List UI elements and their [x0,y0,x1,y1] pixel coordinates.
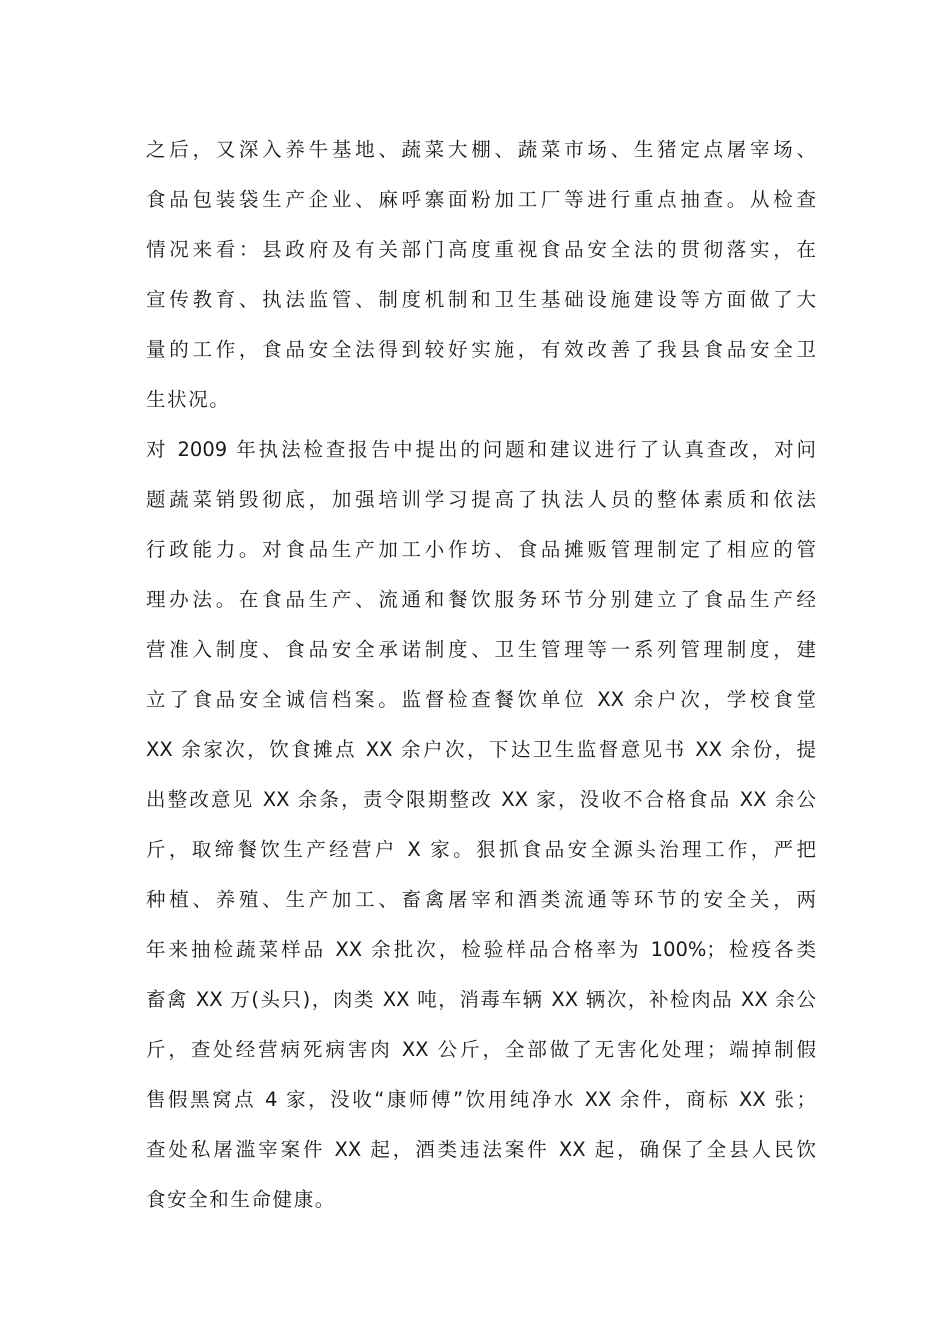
paragraph-line: 之后，又深入养牛基地、蔬菜大棚、蔬菜市场、生猪定点屠宰场、 [146,138,816,161]
paragraph-line: 年来抽检蔬菜样品 XX 余批次，检验样品合格率为 100%；检疫各类 [146,938,816,961]
paragraph-line: 理办法。在食品生产、流通和餐饮服务环节分别建立了食品生产经 [146,588,816,611]
paragraph-line: 出整改意见 XX 余条，责令限期整改 XX 家，没收不合格食品 XX 余公 [146,788,816,811]
paragraph-line: 营准入制度、食品安全承诺制度、卫生管理等一系列管理制度，建 [146,638,816,661]
paragraph-line: 售假黑窝点 4 家，没收“康师傅”饮用纯净水 XX 余件，商标 XX 张； [146,1088,816,1111]
paragraph-line: 对 2009 年执法检查报告中提出的问题和建议进行了认真查改，对问 [146,438,816,461]
paragraph-line: 畜禽 XX 万(头只)，肉类 XX 吨，消毒车辆 XX 辆次，补检肉品 XX 余公 [146,988,816,1011]
paragraph-line: 情况来看：县政府及有关部门高度重视食品安全法的贯彻落实，在 [146,238,816,261]
paragraph-line: 种植、养殖、生产加工、畜禽屠宰和酒类流通等环节的安全关，两 [146,888,816,911]
paragraph-line: 食品包装袋生产企业、麻呼寨面粉加工厂等进行重点抽查。从检查 [146,188,816,211]
paragraph-line: 宣传教育、执法监管、制度机制和卫生基础设施建设等方面做了大 [146,288,816,311]
paragraph-line: 量的工作，食品安全法得到较好实施，有效改善了我县食品安全卫 [146,338,816,361]
paragraph-line: 题蔬菜销毁彻底，加强培训学习提高了执法人员的整体素质和依法 [146,488,816,511]
paragraph-line: 立了食品安全诚信档案。监督检查餐饮单位 XX 余户次，学校食堂 [146,688,816,711]
paragraph-line: 查处私屠滥宰案件 XX 起，酒类违法案件 XX 起，确保了全县人民饮 [146,1138,816,1161]
paragraph-line: 食安全和生命健康。 [146,1188,336,1211]
paragraph-line: XX 余家次，饮食摊点 XX 余户次，下达卫生监督意见书 XX 余份，提 [146,738,816,761]
paragraph-line: 斤，查处经营病死病害肉 XX 公斤，全部做了无害化处理；端掉制假 [146,1038,816,1061]
paragraph-line: 行政能力。对食品生产加工小作坊、食品摊贩管理制定了相应的管 [146,538,816,561]
paragraph-line: 生状况。 [146,388,231,411]
paragraph-line: 斤，取缔餐饮生产经营户 X 家。狠抓食品安全源头治理工作，严把 [146,838,816,861]
